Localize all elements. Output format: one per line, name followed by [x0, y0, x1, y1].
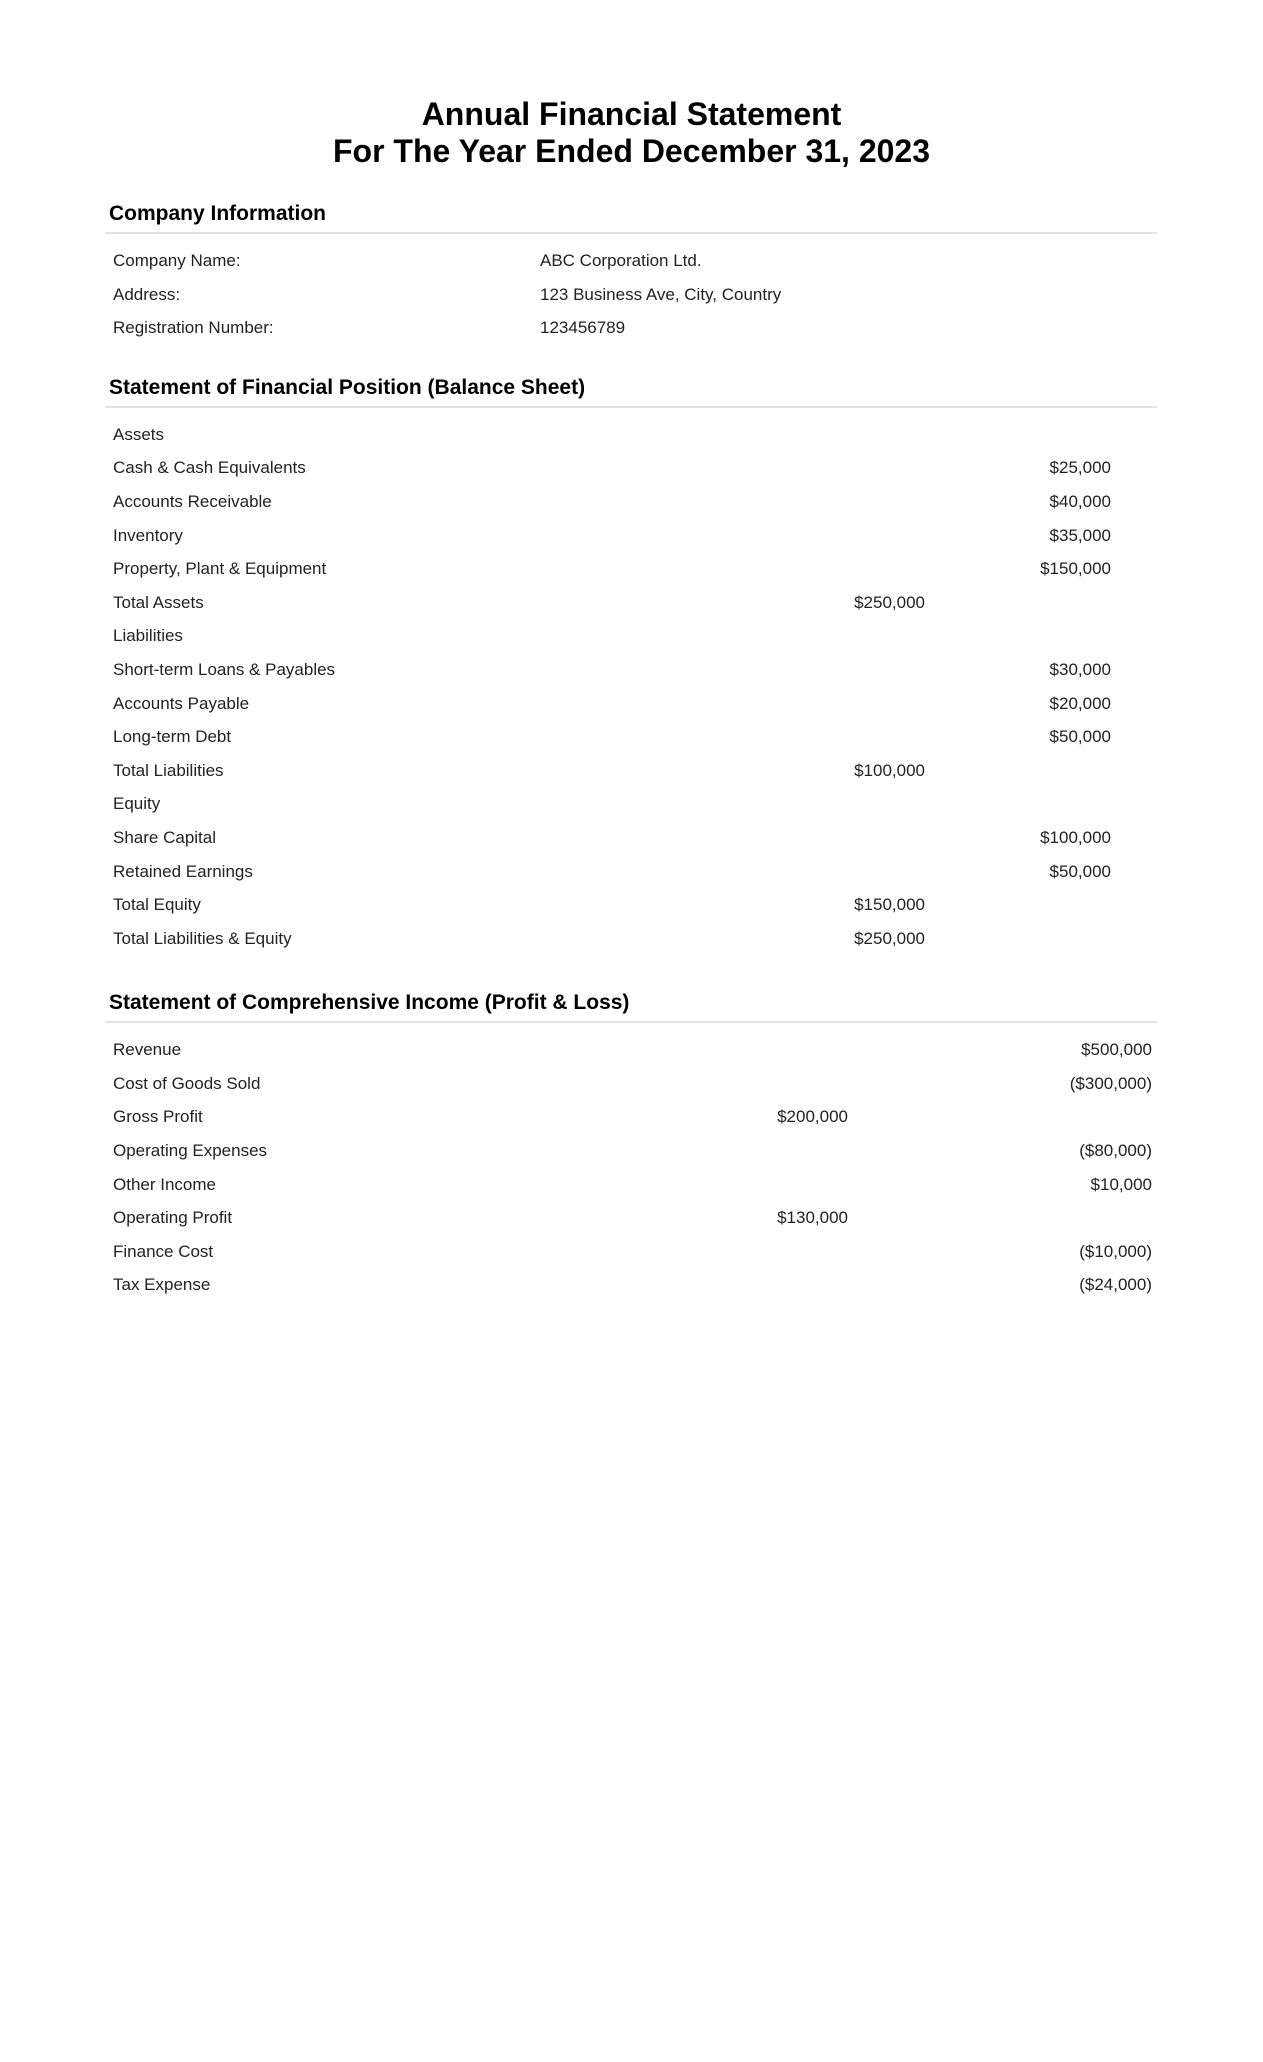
table-row: [105, 754, 1157, 788]
row-amount-value: [925, 922, 1111, 956]
table-row: [105, 451, 1157, 485]
row-label: Property, Plant & Equipment: [113, 559, 327, 579]
row-amount-value: [925, 619, 1111, 653]
table-row: [105, 586, 1157, 620]
row-subtotal-value: [725, 451, 925, 485]
row-amount-value: ($24,000): [1079, 1275, 1152, 1295]
table-row: [105, 720, 1157, 754]
row-label: Operating Profit: [113, 1208, 233, 1228]
row-amount-value: $50,000: [1049, 727, 1111, 747]
table-row: [105, 1235, 1157, 1269]
row-amount-value: $25,000: [1049, 458, 1111, 478]
row-subtotal-value: [725, 855, 925, 889]
row-subtotal-value: [725, 418, 925, 452]
row-label: Short-term Loans & Payables: [113, 659, 336, 679]
row-label: Operating Expenses: [113, 1141, 268, 1161]
row-subtotal-value: [648, 1067, 848, 1101]
document-title-line2: For The Year Ended December 31, 2023: [332, 133, 931, 169]
row-amount-value: $500,000: [1081, 1040, 1152, 1060]
document-title-line1: Annual Financial Statement: [421, 96, 842, 132]
table-row: [105, 519, 1157, 553]
balance-sheet-table: [105, 408, 1157, 956]
row-label: Other Income: [113, 1174, 216, 1194]
row-subtotal-value: [648, 1268, 848, 1302]
row-subtotal-value: [725, 687, 925, 721]
row-amount-value: $100,000: [1040, 827, 1111, 847]
row-amount-value: [925, 586, 1111, 620]
row-value: ABC Corporation Ltd.: [540, 251, 702, 270]
table-row: [105, 244, 1157, 278]
company-information-heading: Company Information: [105, 202, 1157, 234]
row-subtotal-value: [648, 1134, 848, 1168]
table-row: [105, 485, 1157, 519]
row-value: 123456789: [540, 318, 626, 338]
table-row: [105, 787, 1157, 821]
row-label: Cost of Goods Sold: [113, 1073, 261, 1093]
table-row: [105, 821, 1157, 855]
row-label: Inventory: [113, 525, 183, 545]
row-label: Address:: [113, 284, 181, 304]
row-label: Total Assets: [113, 592, 204, 612]
table-row: [105, 687, 1157, 721]
row-label: Share Capital: [113, 827, 217, 847]
row-label: Total Liabilities & Equity: [113, 928, 292, 948]
row-amount-value: $20,000: [1049, 693, 1111, 713]
row-subtotal-value: [725, 787, 925, 821]
row-amount-value: ($80,000): [1079, 1141, 1152, 1161]
row-subtotal-value: [725, 552, 925, 586]
income-statement-section: [105, 991, 1157, 1302]
table-row: [105, 653, 1157, 687]
row-subtotal-value: $250,000: [854, 928, 925, 948]
row-amount-value: $40,000: [1049, 491, 1111, 511]
row-label: Total Liabilities: [113, 760, 224, 780]
row-subtotal-value: $130,000: [777, 1208, 848, 1228]
row-subtotal-value: [725, 519, 925, 553]
row-value: 123 Business Ave, City, Country: [540, 284, 782, 304]
row-subtotal-value: [648, 1235, 848, 1269]
row-amount-value: $50,000: [1049, 861, 1111, 881]
row-amount-value: $30,000: [1049, 659, 1111, 679]
row-label: Long-term Debt: [113, 727, 232, 747]
table-row: [105, 855, 1157, 889]
table-row: [105, 418, 1157, 452]
row-amount-value: [848, 1201, 1152, 1235]
company-information-section: [105, 202, 1157, 345]
row-label: Gross Profit: [113, 1107, 203, 1127]
row-label: Retained Earnings: [113, 861, 253, 881]
row-subtotal-value: [725, 720, 925, 754]
row-label: Accounts Payable: [113, 693, 250, 713]
row-label: Registration Number:: [113, 318, 274, 338]
row-amount-value: [925, 418, 1111, 452]
row-subtotal-value: [725, 653, 925, 687]
row-subtotal-value: [725, 821, 925, 855]
table-row: [105, 1168, 1157, 1202]
row-amount-value: [848, 1100, 1152, 1134]
table-row: [105, 619, 1157, 653]
table-row: [105, 922, 1157, 956]
table-row: [105, 552, 1157, 586]
document-title: [0, 96, 1263, 170]
row-amount-value: ($10,000): [1079, 1241, 1152, 1261]
table-row: [105, 1033, 1157, 1067]
row-subtotal-value: [648, 1168, 848, 1202]
row-amount-value: $35,000: [1049, 525, 1111, 545]
row-label: Cash & Cash Equivalents: [113, 458, 306, 478]
table-row: [105, 1100, 1157, 1134]
row-label: Total Equity: [113, 895, 201, 915]
row-amount-value: $150,000: [1040, 559, 1111, 579]
row-amount-value: $10,000: [1090, 1174, 1152, 1194]
row-subtotal-value: $250,000: [854, 592, 925, 612]
row-subtotal-value: [725, 485, 925, 519]
row-label: Accounts Receivable: [113, 491, 272, 511]
balance-sheet-section: [105, 376, 1157, 956]
table-row: [105, 278, 1157, 312]
row-subtotal-value: [648, 1033, 848, 1067]
table-row: [105, 1067, 1157, 1101]
row-subtotal-value: $150,000: [854, 895, 925, 915]
row-amount-value: [925, 888, 1111, 922]
balance-sheet-heading: Statement of Financial Position (Balance Sheet): [105, 376, 1157, 408]
company-information-table: [105, 234, 1157, 345]
row-label: Revenue: [113, 1040, 182, 1060]
row-amount-value: ($300,000): [1069, 1073, 1152, 1093]
row-label: Liabilities: [113, 626, 183, 646]
row-label: Finance Cost: [113, 1241, 214, 1261]
row-label: Equity: [113, 794, 161, 814]
row-label: Tax Expense: [113, 1275, 211, 1295]
income-statement-table: [105, 1023, 1157, 1302]
table-row: [105, 311, 1157, 345]
row-subtotal-value: $100,000: [854, 760, 925, 780]
table-row: [105, 888, 1157, 922]
table-row: [105, 1201, 1157, 1235]
table-row: [105, 1134, 1157, 1168]
row-subtotal-value: [725, 619, 925, 653]
row-label: Company Name:: [113, 251, 241, 270]
row-amount-value: [925, 754, 1111, 788]
row-label: Assets: [113, 424, 165, 444]
row-subtotal-value: $200,000: [777, 1107, 848, 1127]
row-amount-value: [925, 787, 1111, 821]
income-statement-heading: Statement of Comprehensive Income (Profit & Loss): [105, 991, 1157, 1023]
table-row: [105, 1268, 1157, 1302]
